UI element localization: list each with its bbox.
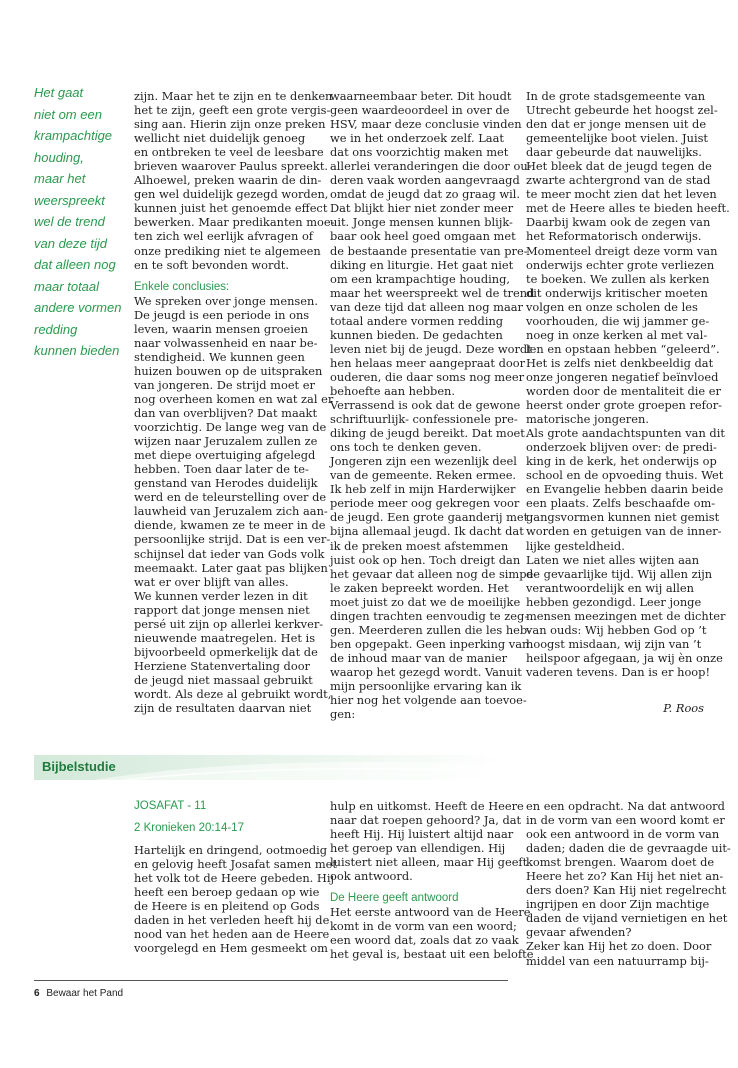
text-line: Hartelijk en dringend, ootmoedig: [134, 843, 328, 858]
text-line: het gevaar dat alleen nog de simpe-: [330, 566, 538, 581]
pull-quote-line: weerspreekt: [34, 192, 105, 208]
text-line: stendigheid. We kunnen geen: [134, 349, 305, 364]
text-line: king in de kerk, het onderwijs op: [526, 454, 717, 469]
text-line: totaal andere vormen redding: [330, 313, 504, 328]
text-line: hier nog het volgende aan toevoe-: [330, 693, 527, 708]
text-line: waarop het gezegd wordt. Vanuit: [330, 664, 522, 679]
text-line: persé uit zijn op allerlei kerkver-: [134, 616, 324, 631]
text-line: nood van het heden aan de Heere: [134, 927, 330, 942]
text-line: heerst onder grote groepen refor-: [526, 398, 723, 413]
text-line: het Reformatorisch onderwijs.: [526, 229, 702, 244]
text-line: matorische jongeren.: [526, 412, 649, 427]
text-line: het geroep van ellendigen. Hij: [330, 841, 506, 856]
text-line: de Heere is en pleitend op Gods: [134, 899, 320, 914]
text-line: zwarte achtergrond van de stad: [526, 173, 711, 188]
text-line: meemaakt. Later gaat pas blijken: [134, 560, 328, 575]
bible-study-column-2: [330, 799, 534, 962]
text-line: kunnen bieden. De gedachten: [330, 327, 503, 342]
text-line: met diepe overtuiging afgelegd: [134, 448, 316, 463]
text-line: gen. Meerderen zullen die les heb-: [330, 622, 532, 637]
text-line: Zeker kan Hij het zo doen. Door: [526, 939, 712, 954]
text-line: daden in het verleden heeft hij de: [134, 913, 330, 928]
text-line: Het is zelfs niet denkbeeldig dat: [526, 355, 714, 370]
text-line: en een opdracht. Na dat antwoord: [526, 799, 725, 813]
text-line: ook een antwoord in de vorm van: [526, 827, 720, 842]
paragraph-gap: [134, 272, 324, 280]
text-line: gen wel duidelijk gezegd worden,: [134, 187, 329, 202]
text-line: van de gemeente. Reken ermee.: [330, 468, 517, 483]
text-line: en te soft bevonden wordt.: [134, 257, 289, 272]
page-number: 6: [34, 988, 40, 999]
footer-divider: [34, 980, 508, 981]
pull-quote-line: andere vormen: [34, 300, 122, 315]
text-line: leven niet bij de jeugd. Deze wordt: [330, 341, 532, 356]
subheading: 2 Kronieken 20:14-17: [134, 822, 244, 835]
text-line: daden de vijand vernietigen en het: [526, 911, 728, 926]
text-line: Als grote aandachtspunten van dit: [526, 426, 725, 441]
text-line: HSV, maar deze conclusie vinden: [330, 117, 522, 132]
text-line: hebben gezondigd. Leer jonge: [526, 594, 702, 609]
text-line: en ontbreken te veel de leesbare: [134, 145, 324, 160]
text-line: de gevaarlijke tijd. Wij allen zijn: [526, 566, 713, 581]
text-line: een plaats. Zelfs beschaafde om-: [526, 496, 716, 511]
text-line: heeft een beroep gedaan op wie: [134, 885, 320, 900]
article-column-3: [526, 89, 730, 679]
text-line: dit onderwijs kritischer moeten: [526, 285, 708, 300]
text-line: geen waardeoordeel in over de: [330, 103, 510, 118]
text-line: een woord dat, zoals dat zo vaak: [330, 933, 519, 948]
text-line: diende, kwamen ze te meer in de: [134, 518, 326, 533]
text-line: de bestaande presentatie van pre-: [330, 243, 528, 258]
text-line: gemeentelijke boot vielen. Juist: [526, 131, 709, 146]
text-line: komst brengen. Waarom doet de: [526, 855, 715, 870]
text-line: kunnen juist het genoemde effect: [134, 201, 328, 216]
text-line: voorzichtig. De lange weg van de: [134, 420, 327, 435]
text-line: ingrijpen en door Zijn machtige: [526, 897, 710, 912]
text-line: gen:: [330, 707, 356, 722]
text-line: schijnsel dat ieder van Gods volk: [134, 546, 325, 561]
text-line: de inhoud maar van de manier: [330, 650, 508, 665]
text-line: zijn de resultaten daarvan niet: [134, 701, 312, 716]
text-line: Laten we niet alles wijten aan: [526, 552, 700, 567]
text-line: den dat er jonge mensen uit de: [526, 117, 707, 132]
text-line: de jeugd niet massaal gebruikt: [134, 672, 313, 687]
text-line: en Evangelie hebben daarin beide: [526, 482, 724, 497]
text-line: daden; daden die de gevraagde uit-: [526, 841, 731, 856]
text-line: Daarbij kwam ook de zegen van: [526, 215, 711, 230]
paragraph-gap: [330, 883, 520, 891]
text-line: ook antwoord.: [330, 869, 413, 884]
text-line: zijn. Maar het te zijn en te denken: [134, 89, 333, 103]
text-line: het te zijn, geeft een grote vergis-: [134, 103, 331, 118]
text-line: In de grote stadsgemeente van: [526, 89, 706, 103]
text-line: van ouds: Wij hebben God op ’t: [526, 622, 707, 637]
text-line: Utrecht gebeurde het hoogst zel-: [526, 103, 718, 118]
text-line: diking de jeugd bereikt. Dat moet: [330, 426, 525, 441]
text-line: worden door de mentaliteit die er: [526, 383, 721, 398]
text-line: de jeugd. Een grote gaanderij met: [330, 510, 529, 525]
text-line: Alhoewel, preken waarin de din-: [134, 173, 322, 188]
text-line: Het bleek dat de jeugd tegen de: [526, 159, 712, 174]
section-header-bar: [34, 755, 508, 780]
text-line: ouderen, die daar soms nog meer: [330, 369, 525, 384]
pull-quote-line: redding: [34, 321, 78, 337]
text-line: huizen bouwen op de uitspraken: [134, 363, 323, 378]
bible-study-column-3: [526, 799, 731, 968]
pull-quote-line: kunnen bieden: [34, 343, 120, 358]
pull-quote-line: niet om een: [34, 106, 102, 122]
text-line: lijke gesteldheid.: [526, 538, 625, 553]
text-line: nieuwende maatregelen. Het is: [134, 630, 316, 645]
text-line: bewerken. Maar predikanten moe-: [134, 215, 335, 230]
text-line: onze jongeren negatief beïnvloed: [526, 369, 719, 384]
text-line: worden en getuigen van de inner-: [526, 524, 722, 539]
text-line: om een krampachtige houding,: [330, 271, 511, 286]
text-line: lauwheid van Jeruzalem zich aan-: [134, 504, 328, 519]
paragraph-gap: [134, 813, 324, 821]
text-line: maar het weerspreekt wel de trend: [330, 285, 535, 300]
text-line: verantwoordelijk en wij allen: [526, 580, 695, 595]
pull-quote-line: Het gaat: [34, 85, 84, 100]
author-signature: P. Roos: [663, 701, 704, 715]
text-line: sing aan. Hierin zijn onze preken: [134, 117, 326, 132]
text-line: te boeken. We zullen als kerken: [526, 271, 710, 286]
text-line: daar gebeurde dat nauwelijks.: [526, 145, 702, 160]
text-line: De jeugd is een periode in ons: [134, 307, 310, 322]
article-column-1: [134, 89, 335, 716]
text-line: mensen meezingen met de dichter: [526, 608, 726, 623]
text-line: brieven waarover Paulus spreekt.: [134, 159, 329, 174]
text-line: ons toch te denken geven.: [330, 440, 482, 455]
section-title: Bijbelstudie: [42, 759, 116, 774]
text-line: bijna allemaal jeugd. Ik dacht dat: [330, 524, 524, 539]
text-line: uit. Jonge mensen kunnen blijk-: [330, 215, 513, 230]
pull-quote-line: wel de trend: [34, 214, 105, 229]
text-line: gangsvormen kunnen niet gemist: [526, 510, 720, 525]
text-line: van jongeren. De strijd moet er: [134, 377, 315, 392]
text-line: allerlei veranderingen die door ou-: [330, 159, 532, 174]
text-line: dat ons voorzichtig maken met: [330, 145, 509, 160]
text-line: werd en de teleurstelling over de: [134, 490, 327, 505]
paragraph-gap: [134, 835, 324, 843]
text-line: hen helaas meer aangepraat door: [330, 355, 526, 370]
text-line: te meer mocht zien dat het leven: [526, 187, 717, 202]
subheading: JOSAFAT - 11: [134, 800, 207, 812]
text-line: deren vaak worden aangevraagd: [330, 173, 520, 188]
text-line: Ik heb zelf in mijn Harderwijker: [330, 482, 516, 497]
text-line: Momenteel dreigt deze vorm van: [526, 243, 718, 258]
text-line: wijzen naar Jeruzalem zullen ze: [134, 434, 318, 449]
text-line: len en opstaan hebben “geleerd”.: [526, 341, 720, 356]
pull-quote-line: maar het: [34, 171, 86, 186]
text-line: ik de preken moest afstemmen: [330, 538, 509, 553]
text-line: wellicht niet duidelijk genoeg: [134, 131, 306, 146]
pull-quote-line: van deze tijd: [34, 235, 107, 251]
text-line: persoonlijke strijd. Dat is een ver-: [134, 532, 331, 547]
text-line: Verrassend is ook dat de gewone: [330, 398, 521, 413]
text-line: ders doen? Kan Hij niet regelrecht: [526, 883, 727, 898]
text-line: wat er over blijft van alles.: [134, 574, 289, 589]
text-line: moet juist zo dat we de moeilijke: [330, 594, 521, 609]
text-line: omdat de jeugd dat zo graag wil.: [330, 187, 521, 202]
text-line: bijvoorbeeld opmerkelijk dat de: [134, 644, 318, 659]
subheading: De Heere geeft antwoord: [330, 892, 459, 905]
text-line: van deze tijd dat alleen nog maar: [330, 299, 523, 314]
publication-name: Bewaar het Pand: [46, 988, 124, 999]
text-line: Herziene Statenvertaling door: [134, 658, 311, 673]
text-line: nog overheen komen en wat zal er: [134, 391, 334, 406]
text-line: Het eerste antwoord van de Heere: [330, 905, 531, 920]
text-line: behoefte aan hebben.: [330, 383, 456, 398]
text-line: naar volwassenheid en naar be-: [134, 335, 318, 350]
pull-quote-line: maar totaal: [34, 278, 100, 294]
text-line: dan van overblijven? Dat maakt: [134, 406, 318, 421]
text-line: Dat blijkt hier niet zonder meer: [330, 201, 514, 216]
text-line: school en de opvoeding thuis. Wet: [526, 468, 724, 483]
text-line: gevaar afwenden?: [526, 925, 632, 940]
text-line: in de vorm van een woord komt er: [526, 813, 725, 828]
text-line: leven, waarin mensen groeien: [134, 321, 308, 336]
text-line: periode meer oog gekregen voor: [330, 496, 520, 511]
text-line: baar ook heel goed omgaan met: [330, 229, 516, 244]
text-line: naar dat roepen gehoord? Ja, dat: [330, 813, 522, 828]
page-footer: [34, 988, 123, 999]
text-line: genstand van Herodes duidelijk: [134, 476, 318, 491]
text-line: onderwijs echter grote verliezen: [526, 257, 715, 272]
text-line: hoogst misdaan, wij zijn van ’t: [526, 636, 702, 651]
text-line: mijn persoonlijke ervaring kan ik: [330, 678, 522, 693]
text-line: hulp en uitkomst. Heeft de Heere: [330, 799, 524, 813]
text-line: onze prediking niet te algemeen: [134, 243, 321, 258]
text-line: schriftuurlijk- confessionele pre-: [330, 412, 518, 427]
subheading: Enkele conclusies:: [134, 280, 230, 293]
text-line: hebben. Toen daar later de te-: [134, 462, 309, 477]
text-line: onderzoek blijven over: de predi-: [526, 440, 717, 455]
text-line: met de Heere alles te bieden heeft.: [526, 201, 730, 216]
pull-quote-line: dat alleen nog: [34, 257, 116, 272]
text-line: dingen trachten eenvoudig te zeg-: [330, 608, 529, 623]
text-line: voorgelegd en Hem gesmeekt om: [134, 941, 328, 956]
text-line: rapport dat jonge mensen niet: [134, 602, 310, 617]
text-line: het geval is, bestaat uit een belofte: [330, 947, 534, 962]
pull-quote-line: houding,: [34, 149, 84, 165]
pull-quote: [34, 82, 126, 362]
text-line: wordt. Als deze al gebruikt wordt,: [134, 686, 332, 701]
text-line: le zaken bepreekt worden. Het: [330, 580, 509, 595]
text-line: heilspoor afgegaan, ja wij èn onze: [526, 650, 723, 665]
text-line: juist ook op hen. Toch dreigt dan: [330, 552, 521, 567]
text-line: luistert niet alleen, maar Hij geeft: [330, 855, 528, 870]
text-line: noeg in onze kerken al met val-: [526, 327, 708, 342]
text-line: we in het onderzoek zelf. Laat: [330, 131, 504, 146]
text-line: voorhouden, die wij jammer ge-: [526, 313, 710, 328]
text-line: We kunnen verder lezen in dit: [134, 588, 308, 603]
text-line: en gelovig heeft Josafat samen met: [134, 857, 337, 872]
text-line: het volk tot de Heere gebeden. Hij: [134, 871, 335, 886]
text-line: Jongeren zijn een wezenlijk deel: [330, 454, 517, 469]
text-line: We spreken over jonge mensen.: [134, 293, 318, 308]
text-line: Heere het zo? Kan Hij het niet an-: [526, 869, 724, 884]
text-line: volgen en onze scholen de les: [526, 299, 698, 314]
text-line: heeft Hij. Hij luistert altijd naar: [330, 827, 514, 842]
text-line: ben opgepakt. Geen inperking van: [330, 636, 530, 651]
article-column-2: [330, 89, 538, 722]
text-line: diking en liturgie. Het gaat niet: [330, 257, 514, 272]
text-line: ten zich wel eerlijk afvragen of: [134, 229, 314, 244]
text-line: vaderen tevens. Dan is er hoop!: [526, 664, 711, 679]
text-line: middel van een natuurramp bij-: [526, 953, 709, 968]
text-line: waarneembaar beter. Dit houdt: [330, 89, 512, 103]
pull-quote-line: krampachtige: [34, 128, 113, 143]
text-line: komt in de vorm van een woord;: [330, 919, 517, 934]
bible-study-column-1: [134, 799, 337, 956]
